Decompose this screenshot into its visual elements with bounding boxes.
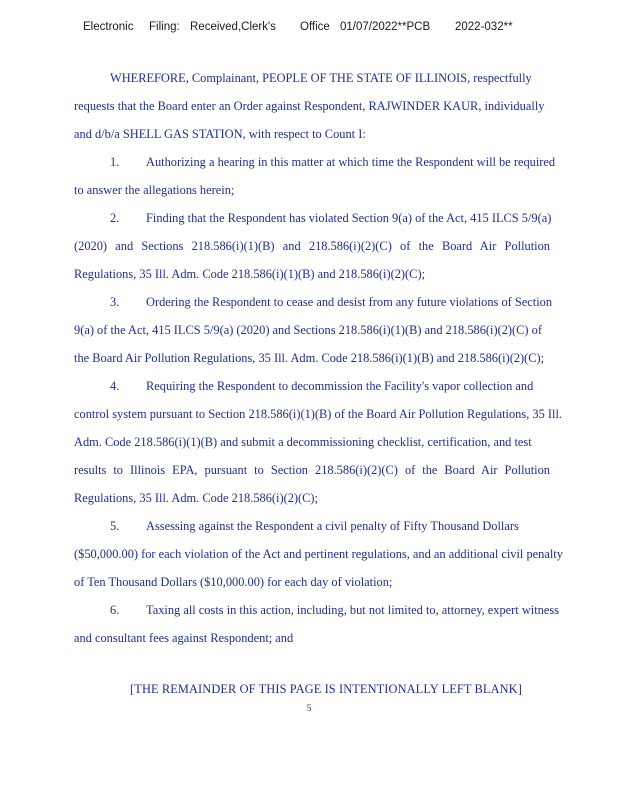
remainder-blank-notice: [THE REMAINDER OF THIS PAGE IS INTENTIONALLY LEFT BLANK]: [130, 682, 522, 696]
wherefore-paragraph: [74, 64, 614, 148]
header-received: Received,Clerk's: [190, 21, 276, 33]
item-text-line: (2020) and Sections 218.586(i)(1)(B) and 218.586(i)(2)(C) of the Board Air Pollution: [74, 239, 550, 253]
item-text-line: and consultant fees against Respondent; and: [74, 631, 294, 645]
item-text-line: results to Illinois EPA, pursuant to Section 218.586(i)(2)(C) of the Board Air Pollution: [74, 463, 550, 477]
item-number: 4.: [110, 379, 120, 393]
item-number: 3.: [110, 295, 120, 309]
relief-item-5: [74, 512, 614, 596]
relief-item-2: [74, 204, 614, 288]
item-text-line: Adm. Code 218.586(i)(1)(B) and submit a decommissioning checklist, certification, and test: [74, 435, 532, 449]
relief-item-1: [74, 148, 614, 204]
item-number: 2.: [110, 211, 120, 225]
item-text-line: Authorizing a hearing in this matter at which time the Respondent will be required: [146, 155, 556, 169]
filing-stamp-header: [0, 21, 618, 37]
item-text-line: Ordering the Respondent to cease and desist from any future violations of Section: [146, 295, 553, 309]
wherefore-line-3: and d/b/a SHELL GAS STATION, with respect to Count I:: [74, 127, 366, 141]
wherefore-line-1: WHEREFORE, Complainant, PEOPLE OF THE STATE OF ILLINOIS, respectfully: [110, 71, 532, 85]
item-number: 1.: [110, 155, 120, 169]
item-text-line: Requiring the Respondent to decommission the Facility's vapor collection and: [146, 379, 534, 393]
item-number: 6.: [110, 603, 120, 617]
item-text-line: Finding that the Respondent has violated Section 9(a) of the Act, 415 ILCS 5/9(a): [146, 211, 552, 225]
relief-item-4: [74, 372, 614, 512]
item-text-line: 9(a) of the Act, 415 ILCS 5/9(a) (2020) and Sections 218.586(i)(1)(B) and 218.586(i)(2)(C) of: [74, 323, 542, 337]
relief-item-3: [74, 288, 614, 372]
header-electronic: Electronic: [83, 21, 134, 33]
item-number: 5.: [110, 519, 120, 533]
header-filing: Filing:: [149, 21, 180, 33]
item-text-line: ($50,000.00) for each violation of the Act and pertinent regulations, and an additional civil penalty: [74, 547, 563, 561]
item-text-line: Regulations, 35 Ill. Adm. Code 218.586(i)(1)(B) and 218.586(i)(2)(C);: [74, 267, 426, 281]
page-number: 5: [306, 703, 312, 713]
document-body: [74, 64, 614, 652]
item-text-line: Regulations, 35 Ill. Adm. Code 218.586(i)(2)(C);: [74, 491, 319, 505]
item-text-line: Assessing against the Respondent a civil penalty of Fifty Thousand Dollars: [146, 519, 519, 533]
relief-item-6: [74, 596, 614, 652]
item-text-line: Taxing all costs in this action, including, but not limited to, attorney, expert witness: [146, 603, 560, 617]
item-text-line: the Board Air Pollution Regulations, 35 Ill. Adm. Code 218.586(i)(1)(B) and 218.586(i)(2)(C);: [74, 351, 545, 365]
item-text-line: control system pursuant to Section 218.586(i)(1)(B) of the Board Air Pollution Regulations, 35 Ill.: [74, 407, 562, 421]
wherefore-line-2: requests that the Board enter an Order against Respondent, RAJWINDER KAUR, individually: [74, 99, 545, 113]
item-text-line: to answer the allegations herein;: [74, 183, 235, 197]
header-office: Office: [300, 21, 330, 33]
header-date: 01/07/2022**PCB: [340, 21, 431, 33]
item-text-line: of Ten Thousand Dollars ($10,000.00) for each day of violation;: [74, 575, 393, 589]
header-case-number: 2022-032**: [455, 21, 513, 33]
